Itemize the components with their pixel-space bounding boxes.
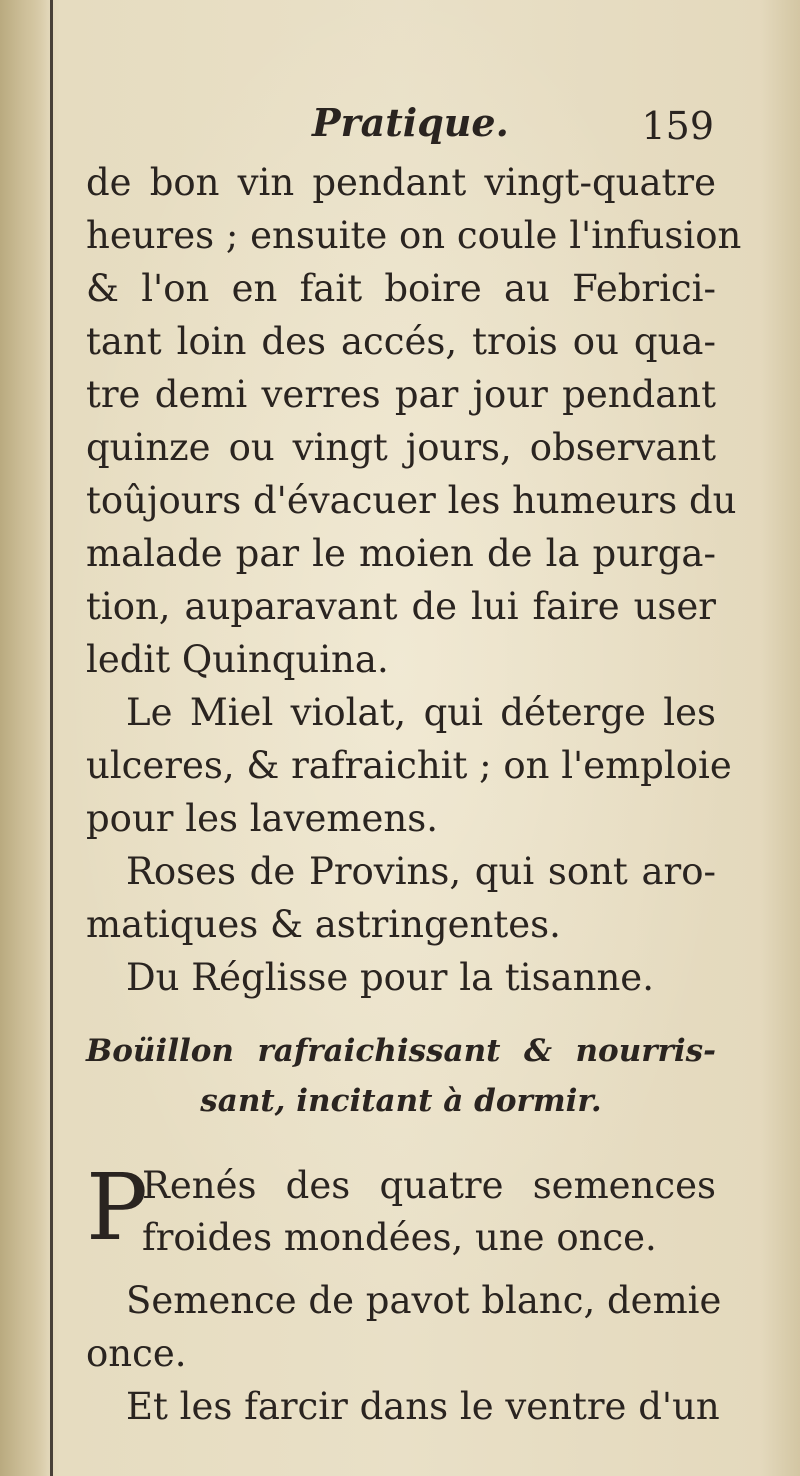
book-spine-shadow [0, 0, 48, 1476]
text-line: Du Réglisse pour la tisanne. [126, 956, 654, 999]
text-line: Semence de pavot blanc, demie [126, 1279, 722, 1322]
recipe-paragraph [86, 1154, 716, 1264]
text-line: malade par le moien de la purga- [86, 532, 716, 575]
text-line: Roses de Provins, qui sont aro- [126, 850, 716, 893]
recipe-heading-line: sant, incitant à dormir. [200, 1083, 602, 1119]
text-line: de bon vin pendant vingt-quatre [86, 161, 716, 204]
running-title: Pratique. [312, 100, 509, 145]
text-line: toûjours d'évacuer les humeurs du [86, 479, 737, 522]
text-line: ulceres, & rafraichit ; on l'emploie [86, 744, 732, 787]
text-line: tion, auparavant de lui faire user [86, 585, 716, 628]
text-line: heures ; ensuite on coule l'infusion [86, 214, 742, 257]
page-edge-line [50, 0, 53, 1476]
page-text [86, 96, 742, 1433]
text-line: tant loin des accés, trois ou qua- [86, 320, 716, 363]
paragraph-miel-violat [86, 686, 732, 845]
text-line: Et les farcir dans le ventre d'un [126, 1385, 720, 1428]
text-line: Renés des quatre semences [142, 1164, 716, 1207]
paragraph-infusion [86, 156, 742, 686]
recipe-heading [86, 1026, 716, 1126]
text-line: & l'on en fait boire au Febrici- [86, 267, 716, 310]
page-number: 159 [641, 104, 714, 148]
text-line: matiques & astringentes. [86, 903, 561, 946]
paragraph-farcir [86, 1380, 720, 1433]
paragraph-pavot [86, 1274, 722, 1380]
drop-cap-letter: P [86, 1154, 148, 1261]
page-header [86, 96, 716, 156]
text-line: quinze ou vingt jours, observant [86, 426, 716, 469]
text-line: ledit Quinquina. [86, 638, 389, 681]
paragraph-reglisse [86, 951, 716, 1004]
text-line: tre demi verres par jour pendant [86, 373, 716, 416]
text-line: Le Miel violat, qui déterge les [126, 691, 716, 734]
text-line: once. [86, 1332, 187, 1375]
paragraph-roses [86, 845, 716, 951]
text-line: pour les lavemens. [86, 797, 438, 840]
recipe-heading-line: Boüillon rafraichissant & nourris- [86, 1033, 716, 1069]
text-line: froides mondées, une once. [142, 1216, 657, 1259]
